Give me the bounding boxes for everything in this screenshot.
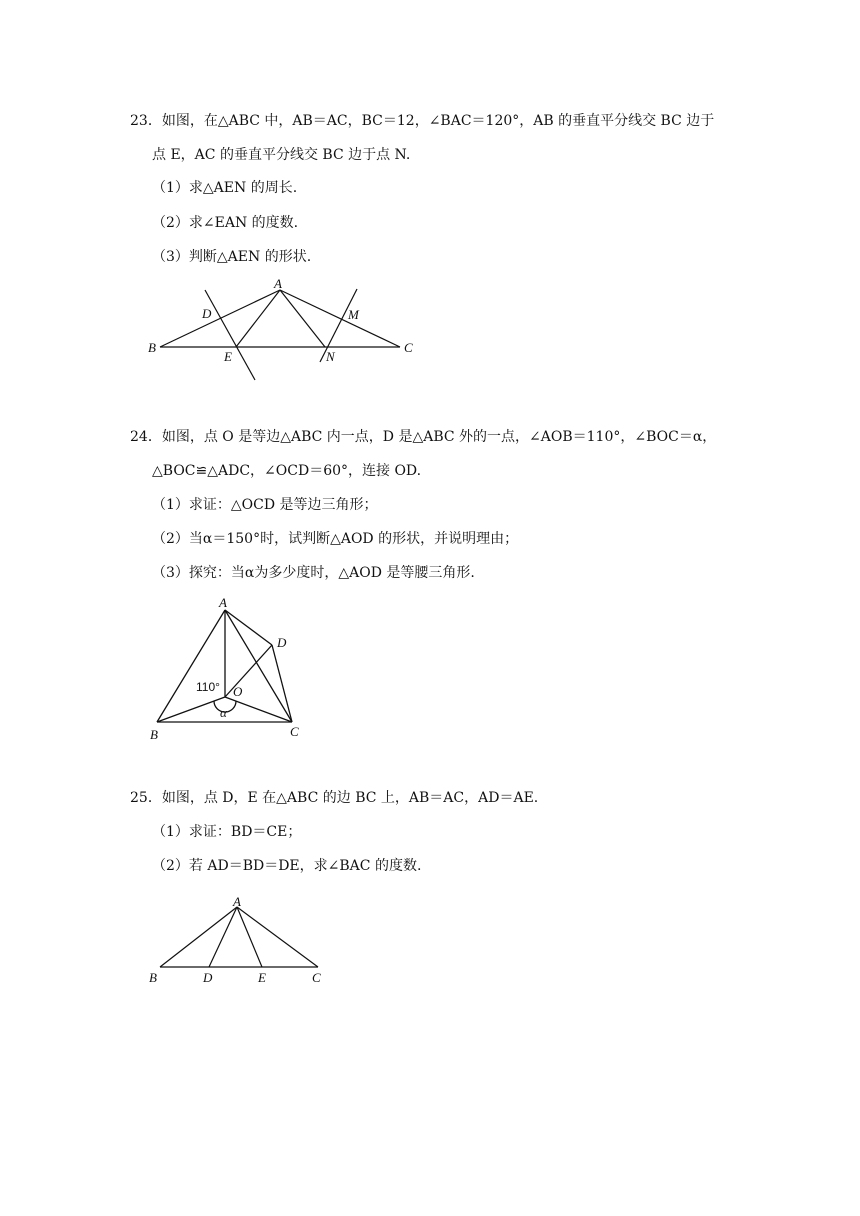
q23-label-m: M xyxy=(348,307,359,322)
q24-label-110: 110° xyxy=(196,680,220,694)
q23-stem-line2: 点 E，AC 的垂直平分线交 BC 边于点 N. xyxy=(152,147,411,163)
q24-stem-line2: △BOC≌△ADC，∠OCD＝60°，连接 OD. xyxy=(152,463,422,479)
q23-part1: （1）求△AEN 的周长. xyxy=(152,180,298,196)
q24-label-c: C xyxy=(290,724,299,739)
q25-label-b: B xyxy=(149,970,157,985)
q24-part1: （1）求证：△OCD 是等边三角形； xyxy=(152,497,378,513)
q25-segment-ab xyxy=(160,907,237,967)
q25-part2: （2）若 AD＝BD＝DE，求∠BAC 的度数. xyxy=(152,858,422,874)
q24-label-o: O xyxy=(233,684,243,699)
q25-label-c: C xyxy=(312,970,321,985)
q24-label-b: B xyxy=(150,727,158,742)
q25-segment-ad xyxy=(209,907,237,967)
q24-label-alpha: α xyxy=(220,705,227,720)
q25-label-d: D xyxy=(203,970,213,985)
q25-stem-line1: 25．如图，点 D，E 在△ABC 的边 BC 上，AB＝AC，AD＝AE. xyxy=(130,790,539,806)
q24-label-d: D xyxy=(277,635,287,650)
q24-part3: （3）探究：当α为多少度时，△AOD 是等腰三角形. xyxy=(152,565,475,581)
q23-label-b: B xyxy=(148,340,156,355)
q23-label-e: E xyxy=(224,349,232,364)
q23-label-c: C xyxy=(404,340,413,355)
q25-label-a: A xyxy=(233,894,241,909)
q23-part3: （3）判断△AEN 的形状. xyxy=(152,249,312,265)
q23-label-a: A xyxy=(274,276,282,291)
q23-label-d: D xyxy=(202,306,212,321)
q24-part2: （2）当α＝150°时，试判断△AOD 的形状，并说明理由； xyxy=(152,531,519,547)
q25-part1: （1）求证：BD＝CE； xyxy=(152,824,302,840)
q23-part2: （2）求∠EAN 的度数. xyxy=(152,215,299,231)
q24-label-a: A xyxy=(219,595,227,610)
q23-label-n: N xyxy=(326,349,335,364)
q25-label-e: E xyxy=(258,970,266,985)
q24-stem-line1: 24．如图，点 O 是等边△ABC 内一点，D 是△ABC 外的一点，∠AOB＝110°，∠BOC＝α， xyxy=(130,429,717,445)
q23-stem-line1: 23．如图，在△ABC 中，AB＝AC，BC＝12，∠BAC＝120°，AB 的垂直平分线交 BC 边于 xyxy=(130,113,715,129)
